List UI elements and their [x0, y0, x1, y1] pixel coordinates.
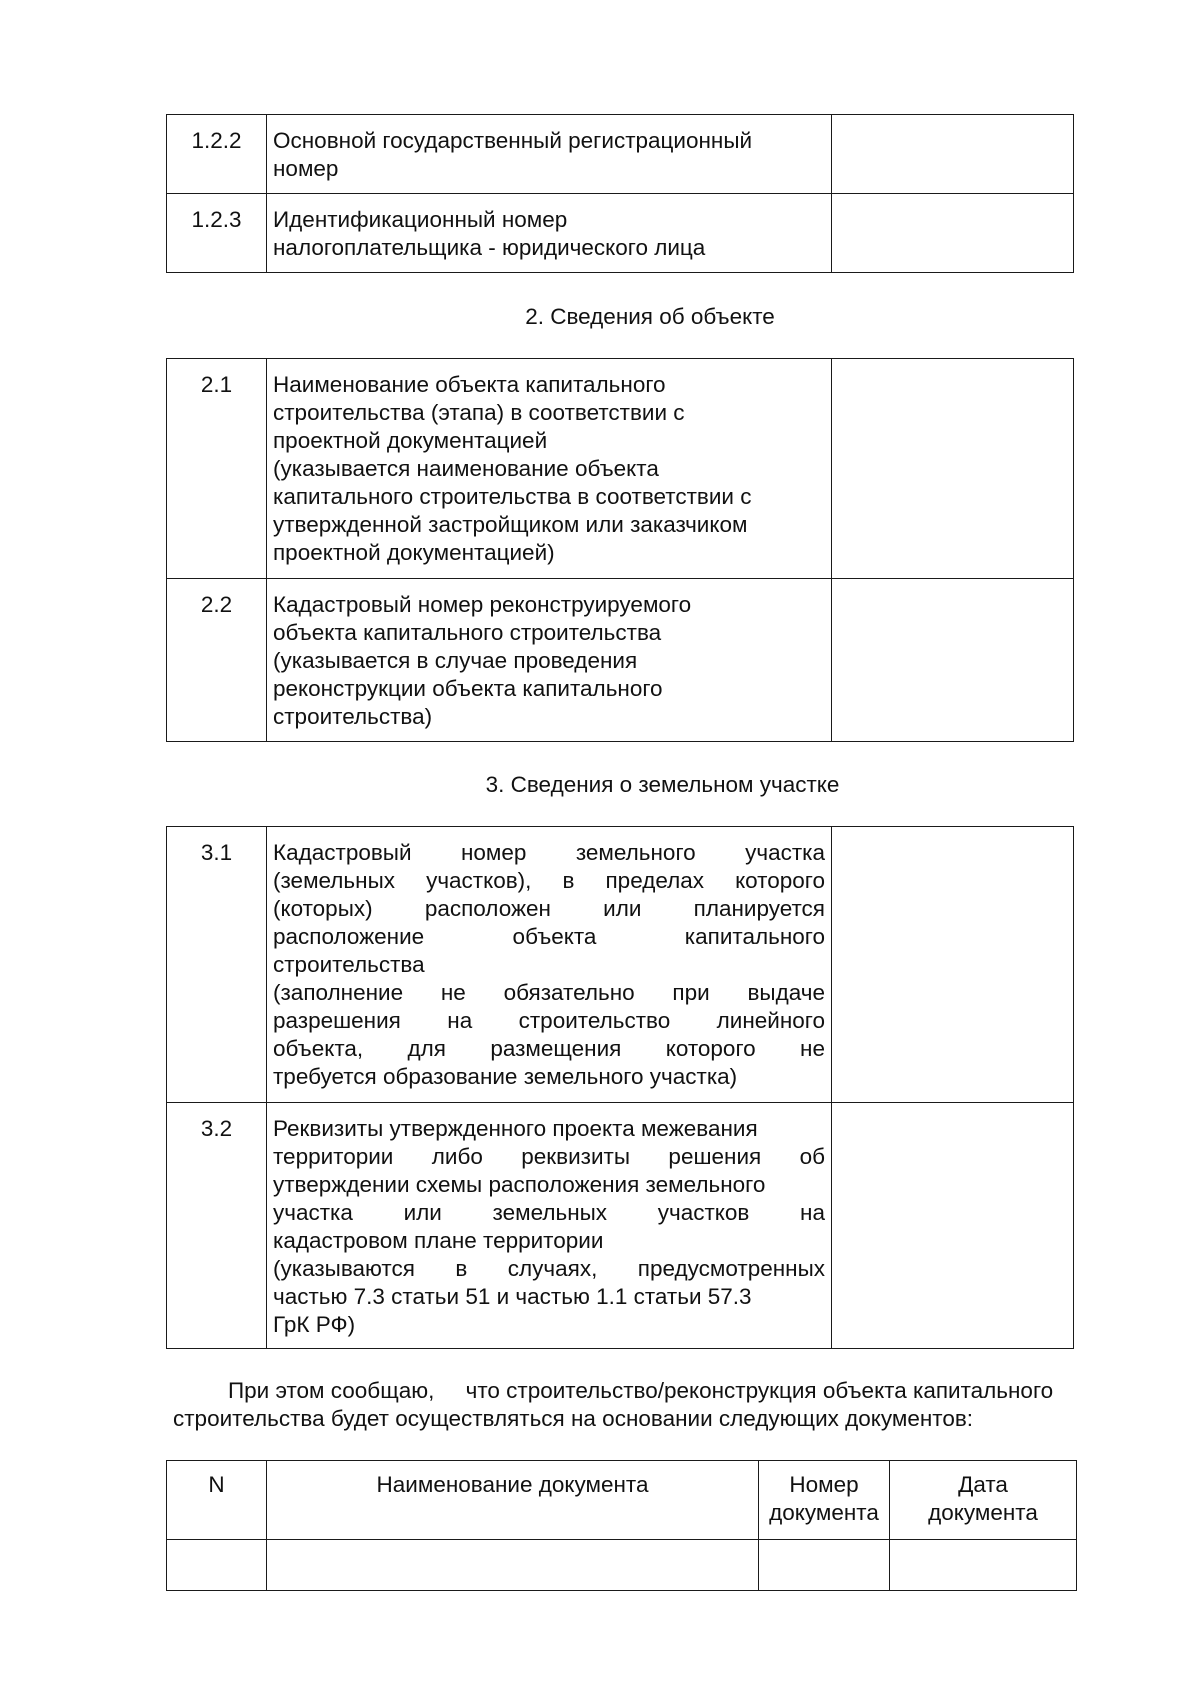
label-line: строительства — [273, 952, 425, 977]
label-line: территории либо реквизиты решения об — [273, 1144, 825, 1169]
header-line: Дата — [958, 1472, 1008, 1497]
value-cell-survey-project[interactable] — [832, 1103, 1074, 1349]
label-line: требуется образование земельного участка) — [273, 1064, 738, 1089]
applicant-details-table — [166, 114, 1074, 273]
label-line: утвержденной застройщиком или заказчиком — [273, 512, 748, 537]
label-line: (земельных участков), в пределах которого — [273, 868, 825, 893]
land-plot-table — [166, 826, 1074, 1349]
object-details-table — [166, 358, 1074, 742]
cell-number[interactable] — [167, 1540, 267, 1591]
label-line: (указываются в случаях, предусмотренных — [273, 1256, 825, 1281]
row-label — [267, 1103, 832, 1349]
label-line: ГрК РФ) — [273, 1312, 356, 1337]
table-row — [167, 115, 1074, 194]
paragraph-line: строительства будет осуществляться на основании следующих документов: — [173, 1406, 974, 1431]
label-line: реконструкции объекта капитального — [273, 676, 663, 701]
label-line: проектной документацией) — [273, 540, 555, 565]
cell-document-name[interactable] — [267, 1540, 759, 1591]
label-line: кадастровом плане территории — [273, 1228, 604, 1253]
row-label — [267, 827, 832, 1103]
section-heading-land: 3. Сведения о земельном участке — [485, 772, 840, 797]
header-line: документа — [928, 1500, 1038, 1525]
row-label — [267, 359, 832, 579]
label-line: объекта, для размещения которого не — [273, 1036, 825, 1061]
header-line: Наименование документа — [376, 1472, 649, 1497]
row-number: 1.2.3 — [167, 194, 267, 273]
documents-table — [166, 1460, 1077, 1591]
paragraph-line: При этом сообщаю, что строительство/реконструкция объекта капитального — [228, 1378, 1054, 1403]
header-line: N — [208, 1472, 225, 1497]
table-row — [167, 1540, 1077, 1591]
label-line: (которых) расположен или планируется — [273, 896, 825, 921]
value-cell-inn[interactable] — [832, 194, 1074, 273]
table-row — [167, 194, 1074, 273]
label-line: утверждении схемы расположения земельного — [273, 1172, 766, 1197]
label-line: строительства (этапа) в соответствии с — [273, 400, 685, 425]
row-label — [267, 579, 832, 742]
label-line: номер — [273, 156, 339, 181]
cell-document-date[interactable] — [890, 1540, 1077, 1591]
label-line: проектной документацией — [273, 428, 548, 453]
label-line: Кадастровый номер земельного участка — [273, 840, 825, 865]
notice-paragraph — [173, 1377, 1123, 1433]
label-line: Реквизиты утвержденного проекта межевания — [273, 1116, 758, 1141]
label-line: объекта капитального строительства — [273, 620, 662, 645]
cell-document-number[interactable] — [759, 1540, 890, 1591]
header-line: Номер — [789, 1472, 859, 1497]
label-line: Кадастровый номер реконструируемого — [273, 592, 692, 617]
label-line: Идентификационный номер — [273, 207, 568, 232]
header-document-name — [267, 1461, 759, 1540]
row-number: 2.1 — [167, 359, 267, 579]
label-line: капитального строительства в соответствии с — [273, 484, 752, 509]
value-cell-cadastral-object[interactable] — [832, 579, 1074, 742]
label-line: (указывается наименование объекта — [273, 456, 659, 481]
value-cell-ogrn[interactable] — [832, 115, 1074, 194]
label-line: (указывается в случае проведения — [273, 648, 638, 673]
header-line: документа — [769, 1500, 879, 1525]
label-line: разрешения на строительство линейного — [273, 1008, 825, 1033]
label-line: расположение объекта капитального — [273, 924, 825, 949]
row-label — [267, 115, 832, 194]
table-row — [167, 579, 1074, 742]
value-cell-cadastral-land[interactable] — [832, 827, 1074, 1103]
label-line: Наименование объекта капитального — [273, 372, 666, 397]
row-number: 3.1 — [167, 827, 267, 1103]
table-row — [167, 827, 1074, 1103]
section-heading-object: 2. Сведения об объекте — [525, 304, 775, 329]
row-number: 3.2 — [167, 1103, 267, 1349]
header-number — [167, 1461, 267, 1540]
row-number: 2.2 — [167, 579, 267, 742]
row-label — [267, 194, 832, 273]
row-number: 1.2.2 — [167, 115, 267, 194]
header-document-date — [890, 1461, 1077, 1540]
label-line: участка или земельных участков на — [273, 1200, 825, 1225]
label-line: Основной государственный регистрационный — [273, 128, 753, 153]
value-cell-object-name[interactable] — [832, 359, 1074, 579]
label-line: (заполнение не обязательно при выдаче — [273, 980, 825, 1005]
label-line: налогоплательщика - юридического лица — [273, 235, 706, 260]
label-line: частью 7.3 статьи 51 и частью 1.1 статьи 57.3 — [273, 1284, 752, 1309]
header-document-number — [759, 1461, 890, 1540]
table-row — [167, 1103, 1074, 1349]
table-row — [167, 359, 1074, 579]
table-header-row — [167, 1461, 1077, 1540]
label-line: строительства) — [273, 704, 433, 729]
